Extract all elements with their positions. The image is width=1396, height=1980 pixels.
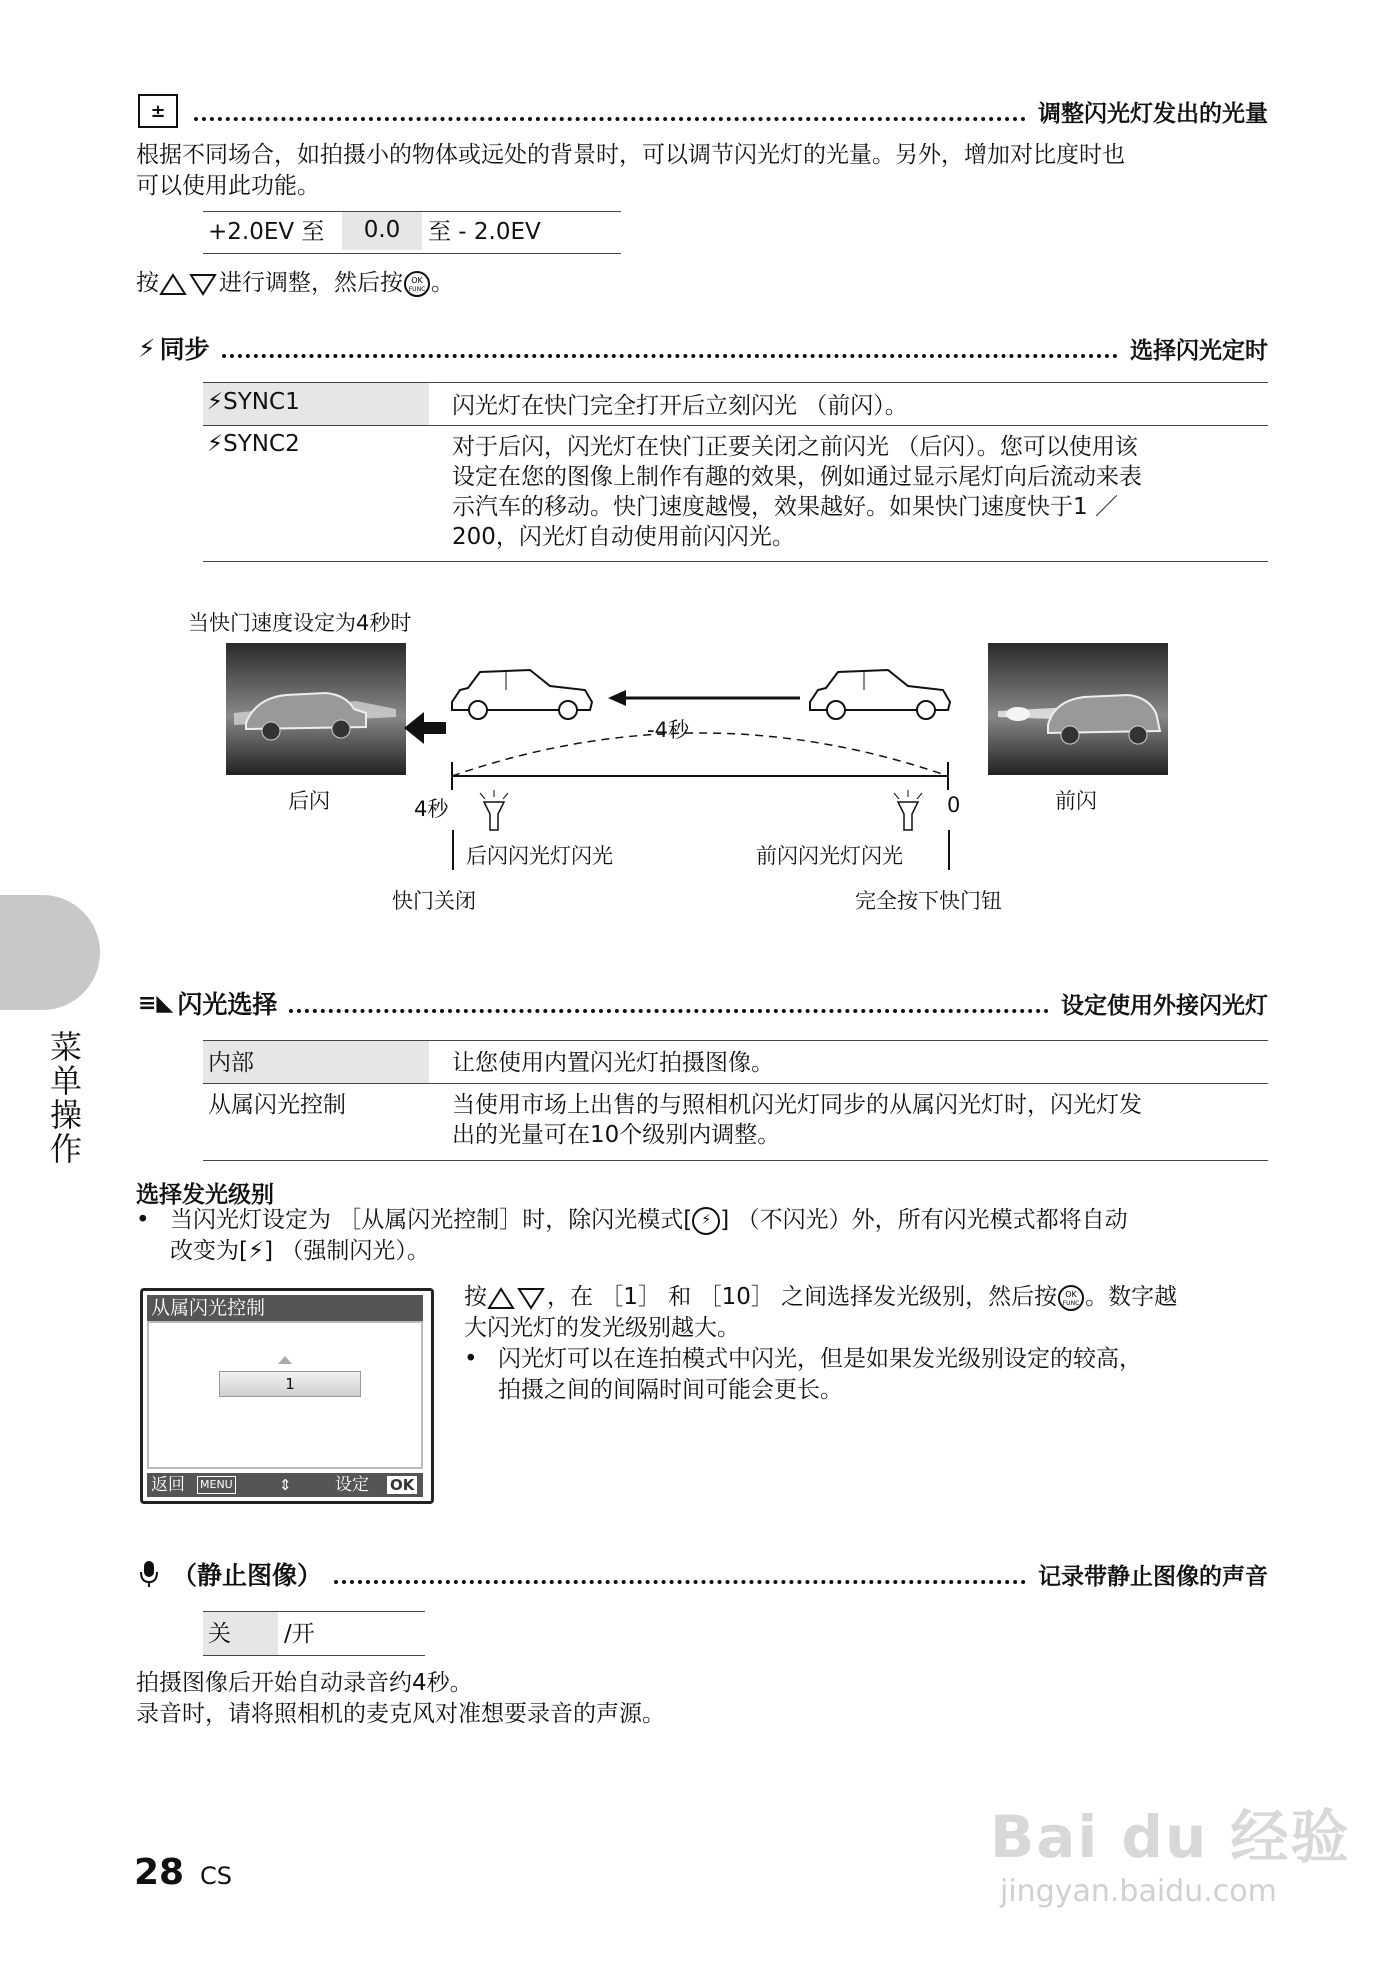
flash-bolt-icon: ⚡ — [247, 1238, 265, 1264]
table-rule — [203, 425, 1268, 426]
callout-line — [452, 830, 454, 870]
option-on: /开 — [284, 1621, 315, 1647]
flash-burst-icon — [894, 790, 922, 830]
time-start: 4秒 — [414, 797, 449, 821]
table-row-desc: 当使用市场上出售的与照相机闪光灯同步的从属闪光灯时，闪光灯发 出的光量可在10个级别内调整。 — [452, 1092, 1142, 1148]
ok-button-icon: OK — [387, 1476, 417, 1494]
section-subtitle: 记录带静止图像的声音 — [1038, 1563, 1268, 1590]
shutter-press-label: 完全按下快门钮 — [855, 889, 1002, 913]
section-title: （静止图像） — [172, 1561, 323, 1590]
table-row: 内部 — [208, 1050, 254, 1076]
up-arrow-icon — [277, 1355, 293, 1365]
motion-arrow — [608, 690, 800, 706]
paragraph: 拍摄图像后开始自动录音约4秒。 录音时，请将照相机的麦克风对准想要录音的声源。 — [136, 1670, 665, 1727]
up-down-selector-icon: ⇕ — [279, 1476, 292, 1494]
section-sync-header — [138, 330, 1268, 366]
front-label: 前闪 — [1055, 789, 1097, 813]
front-sync-photo — [988, 643, 1168, 775]
bullet-paragraph: • 当闪光灯设定为 ［从属闪光控制］时，除闪光模式[ ⚡ ] （不闪光）外，所有闪光模式都将自动 改变为[⚡] （强制闪光）。 — [136, 1207, 1128, 1264]
callout-line — [948, 830, 950, 870]
table-rule — [203, 1160, 1268, 1161]
section-title: 同步 — [159, 335, 210, 364]
ok-func-button-icon — [1057, 1284, 1085, 1312]
range-right: 至 - 2.0EV — [428, 219, 541, 245]
watermark-logo: Bai du 经验 — [990, 1803, 1351, 1871]
section-subtitle: 设定使用外接闪光灯 — [1061, 992, 1268, 1019]
section-subtitle: 调整闪光灯发出的光量 — [1038, 100, 1268, 127]
page-number: 28 — [134, 1852, 185, 1893]
flash-off-icon: ⚡ — [692, 1207, 720, 1235]
svg-text:FUNC: FUNC — [408, 285, 426, 293]
lcd-instructions: 按 ，在 ［1］ 和 ［10］ 之间选择发光级别，然后按 OK FUNC 。数字越 大闪光灯的发光级别越大。 • 闪光灯可以在连拍模式中闪光，但是如果发光级别设定的较高， 拍摄之间的间隔时间可能会更长。 — [464, 1284, 1178, 1403]
car-left — [452, 670, 592, 719]
ok-func-button-icon — [403, 270, 431, 298]
shutter-close-label: 快门关闭 — [392, 889, 476, 913]
flash-compensation-icon: ± — [138, 94, 178, 128]
up-down-arrows-icon — [159, 272, 219, 296]
range-default-value: 0.0 — [342, 212, 422, 250]
language-code: CS — [200, 1862, 232, 1890]
option-off: 关 — [208, 1621, 231, 1647]
section-flash-select-header — [138, 985, 1268, 1021]
external-flash-icon: ≡◣ — [138, 990, 174, 1016]
flash-burst-icon — [480, 790, 508, 830]
table-row-desc: 对于后闪，闪光灯在快门正要关闭之前闪光 （后闪）。您可以使用该 设定在您的图像上制作有趣的效果，例如通过显示尾灯向后流动来表 示汽车的移动。快门速度越慢，效果越好。如果快门速度快于1 ／ 200，闪光灯自动使用前闪闪光。 — [452, 434, 1142, 550]
table-row-desc: 闪光灯在快门完全打开后立刻闪光 （前闪）。 — [452, 393, 908, 419]
section-flash-intensity-header — [138, 94, 1268, 128]
flash-bolt-icon: ⚡ — [207, 389, 224, 415]
rear-flash-label: 后闪闪光灯闪光 — [466, 844, 613, 868]
svg-text:FUNC: FUNC — [1062, 1299, 1080, 1307]
range-left: +2.0EV 至 — [208, 219, 325, 245]
diagram-caption: 当快门速度设定为4秒时 — [188, 611, 412, 635]
menu-button-icon: MENU — [197, 1476, 236, 1494]
microphone-icon — [138, 1559, 160, 1589]
front-flash-label: 前闪闪光灯闪光 — [756, 844, 903, 868]
table-rule — [203, 253, 621, 254]
timeline-arc — [452, 733, 948, 776]
arrow-left-icon — [404, 712, 446, 744]
car-motion-image — [988, 643, 1168, 775]
section-sound-header — [138, 1556, 1268, 1592]
table-rule — [203, 1655, 425, 1656]
table-row: ⚡SYNC2 — [207, 431, 300, 457]
flash-bolt-icon: ⚡ — [207, 431, 224, 457]
sync-timeline-diagram — [400, 650, 1000, 850]
svg-text:OK: OK — [411, 275, 423, 285]
rear-label: 后闪 — [288, 789, 330, 813]
bullet-dot: • — [464, 1346, 478, 1372]
dot-leader — [222, 354, 1118, 358]
rear-sync-photo — [226, 643, 406, 775]
flash-bolt-icon: ⚡ — [138, 333, 156, 363]
lcd-title: 从属闪光控制 — [147, 1295, 423, 1321]
time-end: 0 — [947, 793, 961, 817]
table-row: 从属闪光控制 — [208, 1092, 346, 1118]
dot-leader — [334, 1580, 1026, 1584]
car-motion-image — [226, 643, 406, 775]
table-rule — [203, 561, 1268, 562]
table-row: ⚡SYNC1 — [207, 389, 300, 415]
table-row-desc: 让您使用内置闪光灯拍摄图像。 — [452, 1050, 774, 1076]
section-subtitle: 选择闪光定时 — [1130, 337, 1268, 364]
paragraph: 根据不同场合，如拍摄小的物体或远处的背景时，可以调节闪光灯的光量。另外，增加对比度时也 可以使用此功能。 — [136, 142, 1125, 199]
dot-leader — [194, 117, 1026, 121]
section-title: 闪光选择 — [177, 990, 278, 1019]
level-value-field[interactable]: 1 — [219, 1371, 361, 1397]
chapter-label: 菜单操作 — [45, 1030, 83, 1166]
camera-lcd-screen — [140, 1288, 434, 1504]
dot-leader — [289, 1009, 1049, 1013]
watermark-url: jingyan.baidu.com — [1000, 1874, 1277, 1909]
up-down-arrows-icon — [487, 1286, 547, 1310]
lcd-body — [147, 1321, 423, 1469]
car-right — [810, 670, 950, 719]
arc-label: -4秒 — [647, 718, 689, 742]
subheading: 选择发光级别 — [136, 1182, 274, 1208]
table-rule — [203, 1083, 1268, 1084]
bullet-dot: • — [136, 1207, 150, 1233]
lcd-footer: 返回 MENU ⇕ 设定 OK — [147, 1473, 423, 1497]
chapter-tab — [0, 895, 100, 1010]
svg-text:OK: OK — [1065, 1289, 1077, 1299]
instruction-line: 按 进行调整，然后按 OK FUNC 。 — [136, 270, 454, 296]
